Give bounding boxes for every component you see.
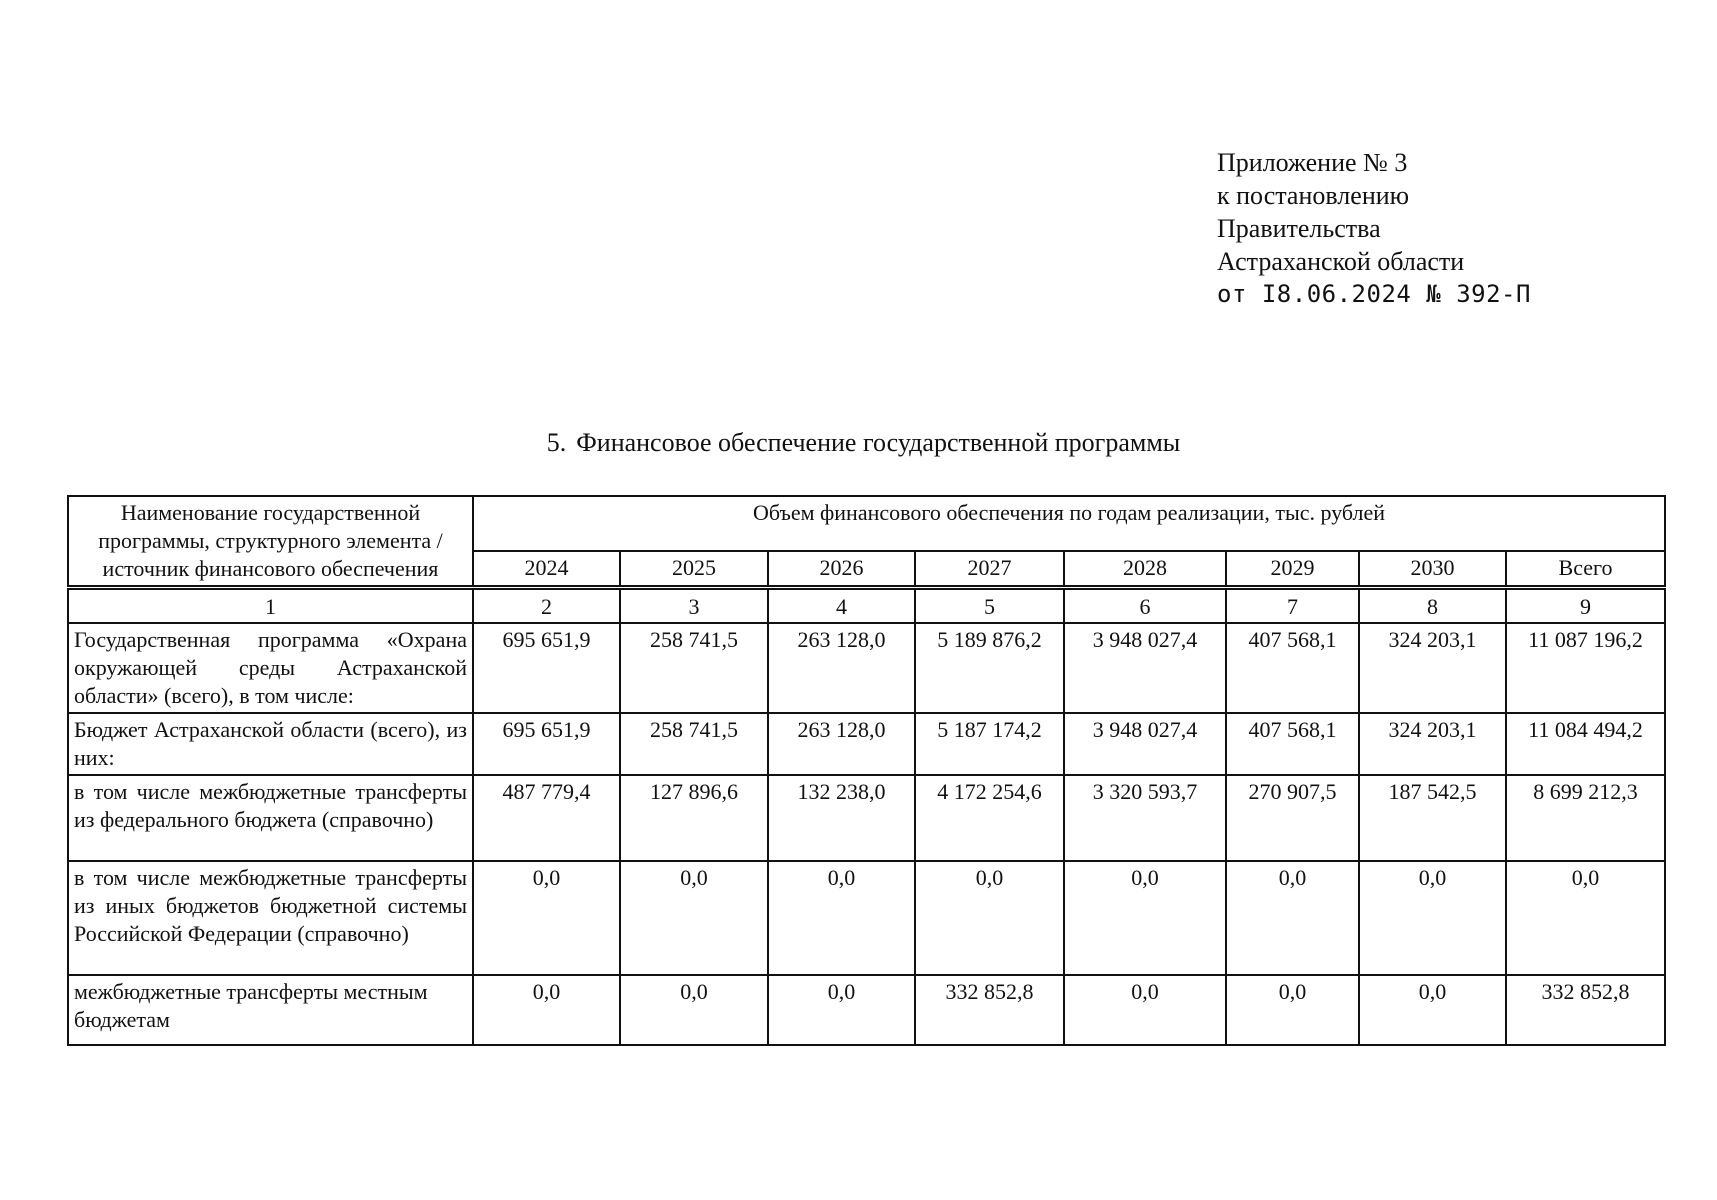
row-value: 4 172 254,6 xyxy=(915,775,1064,861)
volume-header: Объем финансового обеспечения по годам реализации, тыс. рублей xyxy=(473,496,1665,551)
row-total: 11 087 196,2 xyxy=(1506,623,1665,713)
row-value: 487 779,4 xyxy=(473,775,620,861)
column-number: 2 xyxy=(473,588,620,624)
year-header: 2024 xyxy=(473,551,620,587)
row-value: 0,0 xyxy=(1064,861,1226,975)
appendix-line: Астраханской области xyxy=(1217,247,1465,276)
column-number: 7 xyxy=(1226,588,1359,624)
table-row xyxy=(68,975,1665,1045)
financing-table xyxy=(67,495,1666,1046)
appendix-date-number: от I8.06.2024 № 392-П xyxy=(1217,280,1531,308)
table-row xyxy=(68,623,1665,713)
row-name: в том числе межбюджетные трансферты из федерального бюджета (справочно) xyxy=(68,775,473,861)
row-value: 0,0 xyxy=(768,975,915,1045)
row-value: 0,0 xyxy=(1359,975,1506,1045)
row-name: в том числе межбюджетные трансферты из иных бюджетов бюджетной системы Российской Федерации (справочно) xyxy=(68,861,473,975)
row-name: Государственная программа «Охрана окружающей среды Астраханской области» (всего), в том числе: xyxy=(68,623,473,713)
row-value: 263 128,0 xyxy=(768,623,915,713)
row-value: 0,0 xyxy=(620,861,768,975)
row-value: 0,0 xyxy=(1226,975,1359,1045)
row-name: Бюджет Астраханской области (всего), из них: xyxy=(68,713,473,775)
year-header: 2029 xyxy=(1226,551,1359,587)
row-value: 0,0 xyxy=(768,861,915,975)
column-number: 4 xyxy=(768,588,915,624)
appendix-block xyxy=(1217,146,1531,311)
table-row xyxy=(68,713,1665,775)
column-number: 9 xyxy=(1506,588,1665,624)
column-numbers-row xyxy=(68,588,1665,624)
column-number: 5 xyxy=(915,588,1064,624)
row-value: 0,0 xyxy=(473,975,620,1045)
row-value: 258 741,5 xyxy=(620,623,768,713)
name-column-header: Наименование государственной программы, структурного элемента / источник финансового обеспечения xyxy=(68,496,473,588)
column-number: 6 xyxy=(1064,588,1226,624)
row-value: 695 651,9 xyxy=(473,623,620,713)
section-number: 5. xyxy=(546,428,567,457)
appendix-line: Правительства xyxy=(1217,214,1381,243)
row-value: 0,0 xyxy=(473,861,620,975)
year-header: 2030 xyxy=(1359,551,1506,587)
appendix-line: Приложение № 3 xyxy=(1217,148,1408,177)
year-header: 2028 xyxy=(1064,551,1226,587)
column-number: 1 xyxy=(68,588,473,624)
row-total: 11 084 494,2 xyxy=(1506,713,1665,775)
row-total: 8 699 212,3 xyxy=(1506,775,1665,861)
row-value: 0,0 xyxy=(1064,975,1226,1045)
table-row xyxy=(68,861,1665,975)
row-value: 5 187 174,2 xyxy=(915,713,1064,775)
row-value: 187 542,5 xyxy=(1359,775,1506,861)
row-value: 695 651,9 xyxy=(473,713,620,775)
row-value: 3 320 593,7 xyxy=(1064,775,1226,861)
table-row xyxy=(68,775,1665,861)
column-number: 8 xyxy=(1359,588,1506,624)
header-row xyxy=(68,496,1665,551)
row-value: 407 568,1 xyxy=(1226,713,1359,775)
row-value: 5 189 876,2 xyxy=(915,623,1064,713)
row-value: 407 568,1 xyxy=(1226,623,1359,713)
row-value: 127 896,6 xyxy=(620,775,768,861)
section-title-text: Финансовое обеспечение государственной программы xyxy=(576,428,1181,457)
total-header: Всего xyxy=(1506,551,1665,587)
row-value: 0,0 xyxy=(915,861,1064,975)
section-title xyxy=(0,428,1717,458)
appendix-line: к постановлению xyxy=(1217,181,1410,210)
row-value: 0,0 xyxy=(1359,861,1506,975)
row-value: 3 948 027,4 xyxy=(1064,713,1226,775)
row-value: 132 238,0 xyxy=(768,775,915,861)
column-number: 3 xyxy=(620,588,768,624)
row-value: 332 852,8 xyxy=(915,975,1064,1045)
row-value: 3 948 027,4 xyxy=(1064,623,1226,713)
row-value: 324 203,1 xyxy=(1359,623,1506,713)
row-value: 324 203,1 xyxy=(1359,713,1506,775)
row-name: межбюджетные трансферты местным бюджетам xyxy=(68,975,473,1045)
row-value: 270 907,5 xyxy=(1226,775,1359,861)
row-total: 0,0 xyxy=(1506,861,1665,975)
row-total: 332 852,8 xyxy=(1506,975,1665,1045)
year-header: 2026 xyxy=(768,551,915,587)
row-value: 0,0 xyxy=(1226,861,1359,975)
year-header: 2025 xyxy=(620,551,768,587)
year-header: 2027 xyxy=(915,551,1064,587)
row-value: 0,0 xyxy=(620,975,768,1045)
row-value: 258 741,5 xyxy=(620,713,768,775)
row-value: 263 128,0 xyxy=(768,713,915,775)
